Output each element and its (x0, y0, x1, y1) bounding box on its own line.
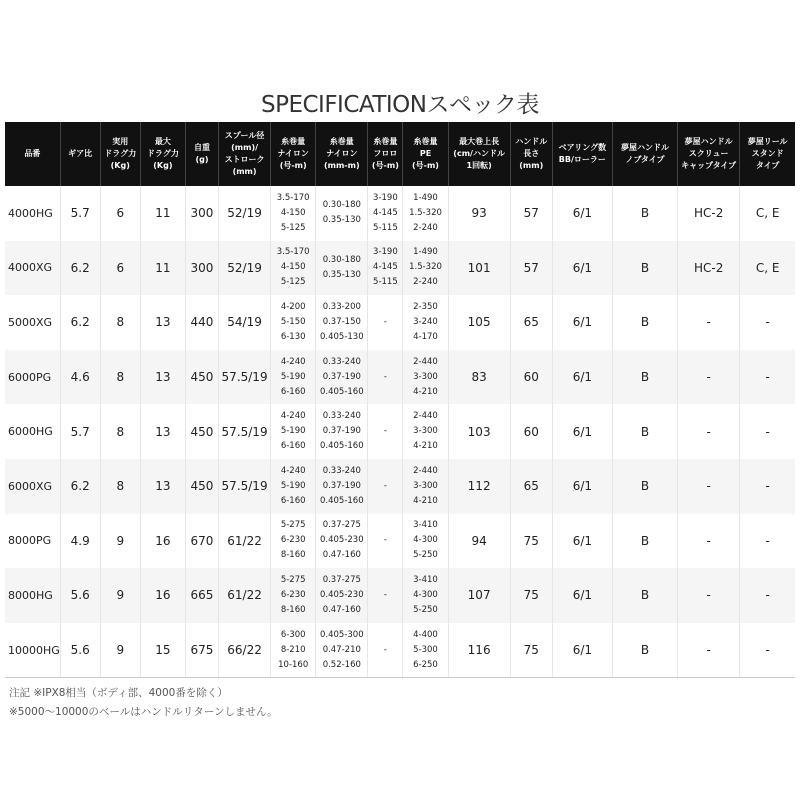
cell-nylon-mm: 0.37-275 0.405-230 0.47-160 (316, 514, 368, 569)
cell-model: 8000HG (5, 568, 60, 623)
cell-nylon-go: 4-240 5-190 6-160 (271, 459, 316, 514)
header-pe: 糸巻量 PE (号-m) (403, 122, 448, 186)
spec-table-body (5, 186, 795, 678)
cell-stand-type: - (740, 295, 795, 350)
cell-pe: 4-400 5-300 6-250 (403, 623, 448, 678)
cell-nylon-go: 5-275 6-230 8-160 (271, 514, 316, 569)
cell-gear-ratio: 5.6 (60, 568, 100, 623)
cell-max-drag: 13 (140, 404, 185, 459)
header-gear-ratio: ギア比 (60, 122, 100, 186)
cell-bearings: 6/1 (552, 459, 612, 514)
table-row (5, 295, 795, 350)
header-fluoro: 糸巻量 フロロ (号-m) (368, 122, 403, 186)
header-nylon-go: 糸巻量 ナイロン (号-m) (271, 122, 316, 186)
table-row (5, 404, 795, 459)
cell-nylon-go: 4-240 5-190 6-160 (271, 404, 316, 459)
note-line: 注記 ※IPX8相当（ボディ部、4000番を除く） (9, 687, 228, 699)
spec-title: SPECIFICATIONスペック表 (260, 92, 539, 118)
cell-pe: 1-490 1.5-320 2-240 (403, 241, 448, 296)
cell-handle-length: 57 (510, 186, 552, 241)
cell-knob-type: B (612, 568, 677, 623)
cell-max-retrieve: 94 (448, 514, 510, 569)
cell-max-retrieve: 105 (448, 295, 510, 350)
cell-practical-drag: 8 (100, 295, 140, 350)
cell-bearings: 6/1 (552, 186, 612, 241)
cell-nylon-mm: 0.33-200 0.37-150 0.405-130 (316, 295, 368, 350)
cell-pe: 2-440 3-300 4-210 (403, 459, 448, 514)
cell-nylon-mm: 0.33-240 0.37-190 0.405-160 (316, 404, 368, 459)
cell-pe: 2-440 3-300 4-210 (403, 404, 448, 459)
header-weight: 自重 (g) (185, 122, 218, 186)
cell-nylon-mm: 0.405-300 0.47-210 0.52-160 (316, 623, 368, 678)
cell-screw-cap-type: HC-2 (678, 186, 740, 241)
cell-model: 10000HG (5, 623, 60, 678)
cell-fluoro: - (368, 514, 403, 569)
cell-weight: 675 (185, 623, 218, 678)
cell-spool-stroke: 52/19 (219, 186, 271, 241)
cell-max-retrieve: 107 (448, 568, 510, 623)
cell-max-drag: 16 (140, 568, 185, 623)
spec-table (5, 122, 795, 678)
cell-handle-length: 60 (510, 404, 552, 459)
cell-max-retrieve: 93 (448, 186, 510, 241)
header-model: 品番 (5, 122, 60, 186)
cell-bearings: 6/1 (552, 568, 612, 623)
cell-nylon-mm: 0.33-240 0.37-190 0.405-160 (316, 459, 368, 514)
cell-practical-drag: 9 (100, 568, 140, 623)
cell-screw-cap-type: - (678, 623, 740, 678)
cell-model: 6000PG (5, 350, 60, 405)
cell-bearings: 6/1 (552, 241, 612, 296)
cell-fluoro: - (368, 350, 403, 405)
cell-fluoro: 3-190 4-145 5-115 (368, 186, 403, 241)
cell-fluoro: - (368, 568, 403, 623)
cell-fluoro: - (368, 623, 403, 678)
table-row (5, 623, 795, 678)
cell-gear-ratio: 6.2 (60, 459, 100, 514)
cell-model: 4000XG (5, 241, 60, 296)
cell-bearings: 6/1 (552, 350, 612, 405)
cell-nylon-go: 3.5-170 4-150 5-125 (271, 186, 316, 241)
cell-max-retrieve: 103 (448, 404, 510, 459)
cell-gear-ratio: 6.2 (60, 241, 100, 296)
cell-knob-type: B (612, 459, 677, 514)
cell-max-retrieve: 112 (448, 459, 510, 514)
cell-practical-drag: 6 (100, 241, 140, 296)
cell-practical-drag: 6 (100, 186, 140, 241)
cell-nylon-mm: 0.30-180 0.35-130 (316, 186, 368, 241)
cell-practical-drag: 9 (100, 623, 140, 678)
cell-weight: 450 (185, 459, 218, 514)
cell-handle-length: 57 (510, 241, 552, 296)
cell-knob-type: B (612, 404, 677, 459)
header-screw-cap-type: 夢屋ハンドル スクリュー キャップタイプ (678, 122, 740, 186)
cell-gear-ratio: 5.7 (60, 404, 100, 459)
header-max-drag: 最大 ドラグ力 (Kg) (140, 122, 185, 186)
cell-spool-stroke: 57.5/19 (219, 404, 271, 459)
cell-screw-cap-type: - (678, 568, 740, 623)
cell-pe: 3-410 4-300 5-250 (403, 568, 448, 623)
note-line: ※5000〜10000のベールはハンドルリターンしません。 (9, 706, 278, 718)
cell-stand-type: C, E (740, 186, 795, 241)
cell-nylon-mm: 0.37-275 0.405-230 0.47-160 (316, 568, 368, 623)
cell-gear-ratio: 5.6 (60, 623, 100, 678)
cell-pe: 1-490 1.5-320 2-240 (403, 186, 448, 241)
cell-gear-ratio: 6.2 (60, 295, 100, 350)
cell-knob-type: B (612, 186, 677, 241)
cell-screw-cap-type: - (678, 350, 740, 405)
cell-nylon-go: 6-300 8-210 10-160 (271, 623, 316, 678)
cell-spool-stroke: 57.5/19 (219, 350, 271, 405)
cell-practical-drag: 8 (100, 350, 140, 405)
cell-max-drag: 11 (140, 186, 185, 241)
cell-max-drag: 13 (140, 350, 185, 405)
cell-max-retrieve: 83 (448, 350, 510, 405)
cell-nylon-mm: 0.30-180 0.35-130 (316, 241, 368, 296)
cell-screw-cap-type: HC-2 (678, 241, 740, 296)
cell-nylon-mm: 0.33-240 0.37-190 0.405-160 (316, 350, 368, 405)
cell-nylon-go: 4-200 5-150 6-130 (271, 295, 316, 350)
cell-spool-stroke: 61/22 (219, 568, 271, 623)
cell-practical-drag: 8 (100, 404, 140, 459)
header-bearings: ベアリング数 BB/ローラー (552, 122, 612, 186)
cell-practical-drag: 8 (100, 459, 140, 514)
header-handle-length: ハンドル 長さ (mm) (510, 122, 552, 186)
cell-screw-cap-type: - (678, 295, 740, 350)
cell-max-drag: 11 (140, 241, 185, 296)
cell-weight: 440 (185, 295, 218, 350)
cell-bearings: 6/1 (552, 404, 612, 459)
cell-pe: 2-440 3-300 4-210 (403, 350, 448, 405)
cell-nylon-go: 4-240 5-190 6-160 (271, 350, 316, 405)
cell-spool-stroke: 57.5/19 (219, 459, 271, 514)
cell-model: 8000PG (8, 534, 52, 548)
cell-handle-length: 75 (510, 514, 552, 569)
notes (9, 684, 278, 722)
cell-knob-type: B (612, 295, 677, 350)
cell-bearings: 6/1 (552, 623, 612, 678)
cell-knob-type: B (612, 514, 677, 569)
table-row (5, 241, 795, 296)
cell-handle-length: 60 (510, 350, 552, 405)
cell-bearings: 6/1 (552, 514, 612, 569)
cell-stand-type: - (740, 404, 795, 459)
header-max-retrieve: 最大巻上長 (cm/ハンドル 1回転) (448, 122, 510, 186)
cell-handle-length: 75 (510, 568, 552, 623)
cell-stand-type: C, E (740, 241, 795, 296)
table-row (5, 350, 795, 405)
cell-weight: 300 (185, 186, 218, 241)
header-nylon-mm: 糸巻量 ナイロン (mm-m) (316, 122, 368, 186)
header-practical-drag: 実用 ドラグ力 (Kg) (100, 122, 140, 186)
cell-weight: 300 (185, 241, 218, 296)
cell-stand-type: - (740, 568, 795, 623)
cell-screw-cap-type: - (678, 514, 740, 569)
cell-weight: 670 (185, 514, 218, 569)
cell-fluoro: 3-190 4-145 5-115 (368, 241, 403, 296)
cell-weight: 450 (185, 350, 218, 405)
cell-knob-type: B (612, 623, 677, 678)
cell-nylon-go: 5-275 6-230 8-160 (271, 568, 316, 623)
cell-practical-drag: 9 (100, 514, 140, 569)
cell-model: 6000XG (5, 459, 60, 514)
cell-gear-ratio: 5.7 (60, 186, 100, 241)
cell-fluoro: - (368, 404, 403, 459)
cell-max-retrieve: 101 (448, 241, 510, 296)
cell-fluoro: - (368, 295, 403, 350)
cell-stand-type: - (740, 623, 795, 678)
cell-max-drag: 13 (140, 295, 185, 350)
spec-header-row (5, 122, 795, 186)
cell-nylon-go: 3.5-170 4-150 5-125 (271, 241, 316, 296)
cell-max-drag: 16 (140, 514, 185, 569)
table-row (5, 186, 795, 241)
cell-handle-length: 65 (510, 295, 552, 350)
cell-model: 5000XG (8, 315, 53, 329)
header-stand-type: 夢屋リール スタンド タイプ (740, 122, 795, 186)
table-row (5, 514, 795, 569)
cell-screw-cap-type: - (678, 459, 740, 514)
header-knob-type: 夢屋ハンドル ノブタイプ (612, 122, 677, 186)
cell-max-drag: 15 (140, 623, 185, 678)
header-spool-stroke: スプール径 (mm)/ ストローク (mm) (219, 122, 271, 186)
cell-stand-type: - (740, 459, 795, 514)
cell-handle-length: 75 (510, 623, 552, 678)
cell-weight: 665 (185, 568, 218, 623)
cell-screw-cap-type: - (678, 404, 740, 459)
table-row (5, 568, 795, 623)
cell-knob-type: B (612, 350, 677, 405)
cell-handle-length: 65 (510, 459, 552, 514)
cell-model: 4000HG (8, 206, 53, 220)
cell-weight: 450 (185, 404, 218, 459)
cell-spool-stroke: 66/22 (219, 623, 271, 678)
cell-pe: 2-350 3-240 4-170 (403, 295, 448, 350)
cell-spool-stroke: 61/22 (219, 514, 271, 569)
cell-spool-stroke: 52/19 (219, 241, 271, 296)
cell-stand-type: - (740, 350, 795, 405)
cell-gear-ratio: 4.9 (60, 514, 100, 569)
cell-knob-type: B (612, 241, 677, 296)
cell-fluoro: - (368, 459, 403, 514)
cell-spool-stroke: 54/19 (219, 295, 271, 350)
cell-stand-type: - (740, 514, 795, 569)
cell-max-retrieve: 116 (448, 623, 510, 678)
cell-model: 6000HG (8, 425, 53, 439)
cell-pe: 3-410 4-300 5-250 (403, 514, 448, 569)
cell-max-drag: 13 (140, 459, 185, 514)
table-row (5, 459, 795, 514)
cell-bearings: 6/1 (552, 295, 612, 350)
cell-gear-ratio: 4.6 (60, 350, 100, 405)
